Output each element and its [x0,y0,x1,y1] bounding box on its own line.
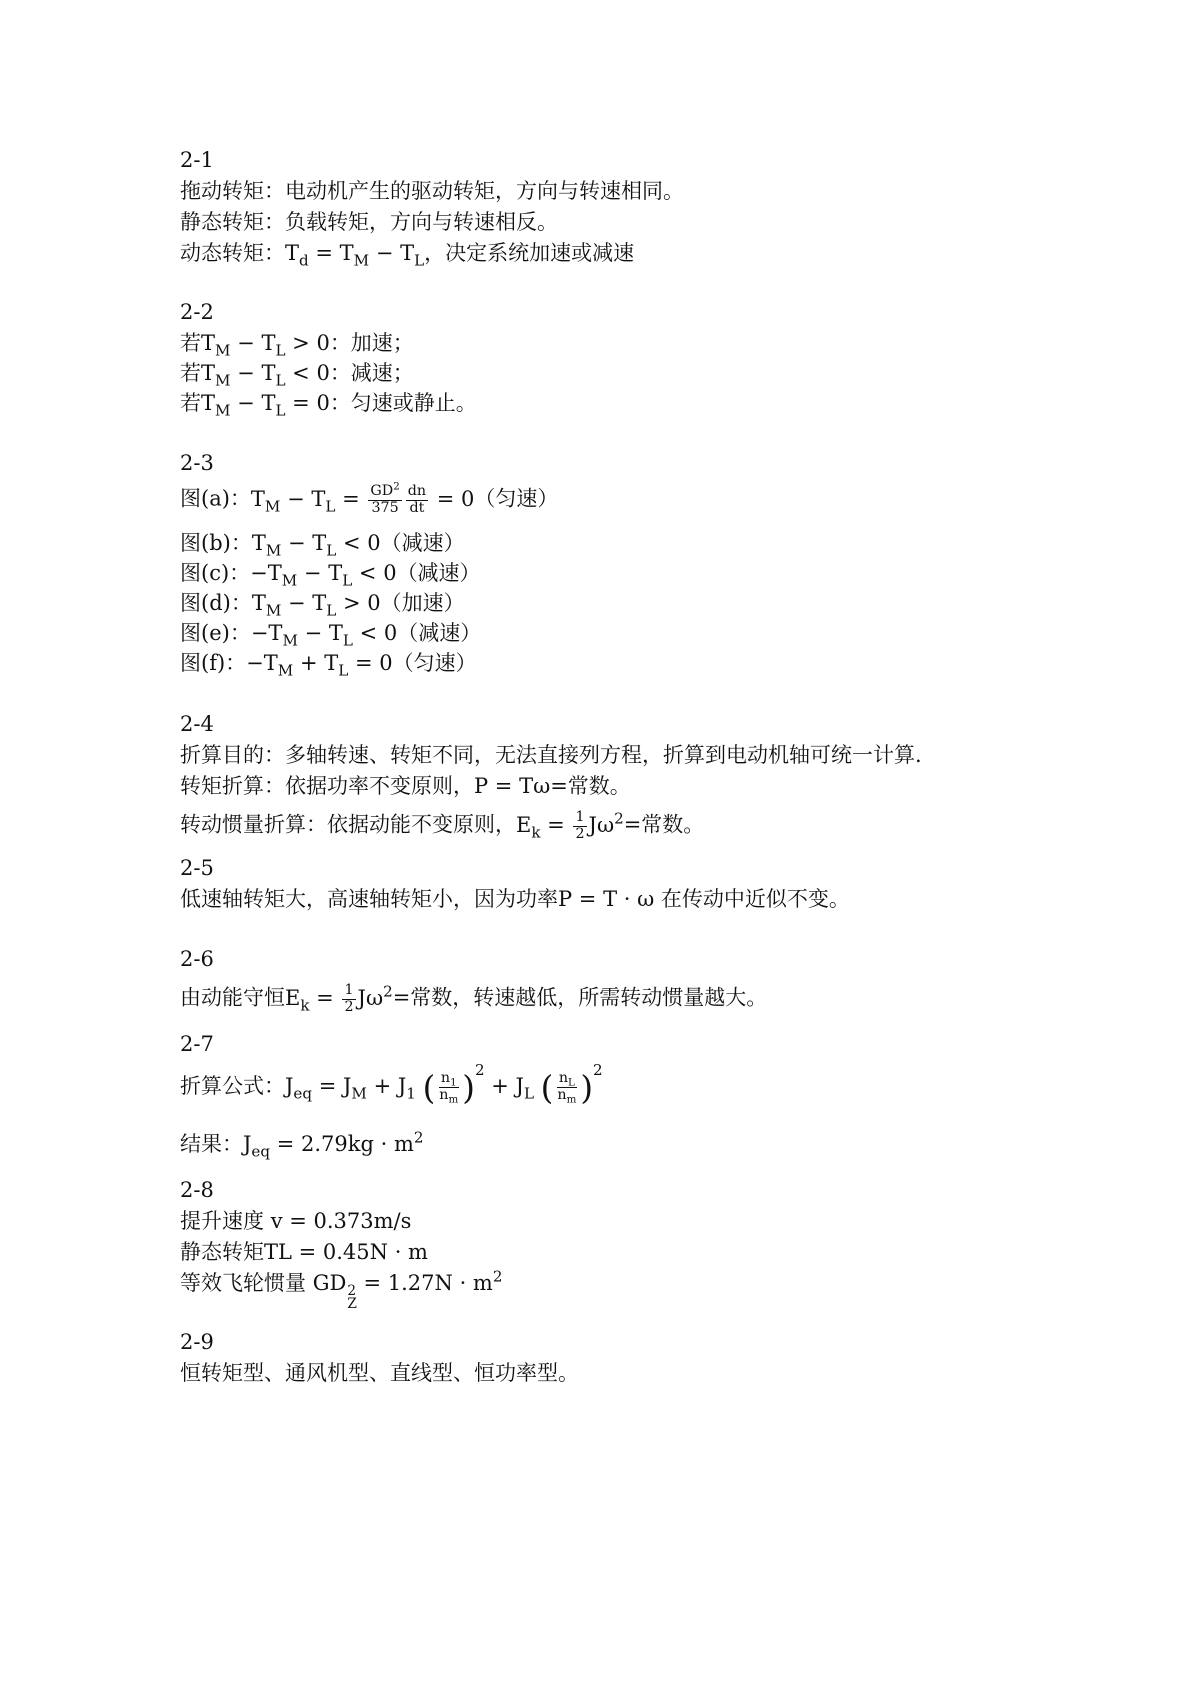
section-2-4-heading: 2-4 [180,712,214,736]
s23-f-result: （匀速） [392,651,477,675]
section-2-2-heading: 2-2 [180,300,214,324]
s23-d-formula: $T_M - T_L > 0$ [251,591,381,620]
section-2-6-heading: 2-6 [180,947,214,971]
s21-line-3-tail: ，决定系统加速或减速 [424,241,635,265]
section-2-7-heading: 2-7 [180,1032,214,1056]
dn-text: dn [407,483,427,499]
s23-a-label: 图(a)： [180,486,251,511]
s29-line-1: 恒转矩型、通风机型、直线型、恒功率型。 [180,1361,579,1385]
s22-formula-gt: $T_M - T_L > 0$ [201,331,330,360]
s24-line-3 [180,810,704,842]
fraction-gd2-375: $\frac{GD^2}{375}$ [370,480,400,516]
s24-line-3-label: 转动惯量折算：依据动能不变原则， [180,812,516,837]
s24-line-1: 折算目的：多轴转速、转矩不同，无法直接列方程，折算到电动机轴可统一计算. [180,743,922,767]
s23-c-formula: $-T_M - T_L < 0$ [250,561,397,590]
s27-result-label: 结果： [180,1132,243,1156]
s22-formula-lt: $T_M - T_L < 0$ [201,361,330,390]
s23-f-label: 图(f)： [180,651,247,675]
s26-kinetic-formula: $E_k$ = $\frac{1}{2}$ $J\omega^2$ [285,982,393,1015]
s22-ruo: 若 [180,331,201,355]
flywheel-inertia-formula: GD 2 Z = $1.27N \cdot m^2$ [312,1267,503,1312]
s23-line-e [180,621,482,650]
s23-a-formula: $T_M - T_L$ = $\frac{GD^2}{375}$ $\frac{dn}{dt}$ = 0 [250,480,475,516]
s24-line-2-label: 转矩折算：依据功率不变原则， [180,774,474,798]
s24-line-2 [180,774,631,798]
s23-e-result: （减速） [397,621,482,645]
fraction-one-half: $\frac{1}{2}$ [344,982,354,1015]
static-torque-value: TL = 0.45N · m [264,1240,428,1264]
s22-result-gt: ：加速； [329,331,414,355]
lift-speed-value: v = 0.373m/s [270,1209,412,1233]
kinetic-energy-formula: $E_k$ = $\frac{1}{2}$ $J\omega^2$ [516,809,624,842]
section-2-8-heading: 2-8 [180,1178,214,1202]
s28-line-3-label: 等效飞轮惯量 [180,1271,313,1295]
s21-line-3-label: 动态转矩： [180,241,285,265]
s23-d-label: 图(d)： [180,591,252,615]
section-2-9-heading: 2-9 [180,1330,214,1354]
s23-d-result: （加速） [380,591,465,615]
s23-b-formula: $T_M - T_L < 0$ [251,531,381,560]
s23-e-label: 图(e)： [180,621,251,645]
s27-result-line [180,1128,424,1161]
section-2-5-heading: 2-5 [180,856,214,880]
s27-formula-line [180,1061,603,1107]
power-formula: P = Tω=常数。 [474,774,631,798]
s21-line-2: 静态转矩：负载转矩，方向与转速相反。 [180,210,558,234]
s21-line-3 [180,241,635,270]
s28-line-1-label: 提升速度 [180,1209,271,1233]
s23-b-label: 图(b)： [180,531,252,555]
s25-line-1-tail: 在传动中近似不变。 [654,887,850,911]
s25-line-1 [180,887,850,911]
s25-power-formula: P = T · ω [558,887,655,911]
dynamic-torque-formula: $T_d = T_M - T_L$ [285,241,425,270]
s23-f-formula: $-T_M + T_L = 0$ [246,651,393,680]
s28-line-1 [180,1209,411,1233]
s27-result-value: = 2.79kg · m [276,1132,414,1156]
fraction-n1-nm: $\frac{n_1}{n_m}$ [439,1070,459,1106]
fraction-one-half: $\frac{1}{2}$ [575,809,585,842]
inertia-conversion-formula: $J_{eq} = J_M + J_1$ ( $\frac{n_1}{n_m}$ ) $^2 + J_L$ ( $\frac{n_L}{n_m}$ ) $^2$ [285,1061,603,1107]
s23-line-a [180,480,559,516]
s22-ruo: 若 [180,361,201,385]
s23-e-formula: $-T_M - T_L < 0$ [250,621,398,650]
s24-line-3-tail: =常数。 [623,812,705,837]
s23-c-label: 图(c)： [180,561,251,585]
s23-line-c [180,561,481,590]
fraction-nl-nm: $\frac{n_L}{n_m}$ [557,1070,577,1106]
s22-line-2 [180,361,414,390]
s27-result-formula: $J_{eq} = 2.79kg \cdot m^2$ [243,1128,424,1161]
s21-line-1: 拖动转矩：电动机产生的驱动转矩，方向与转速相同。 [180,179,684,203]
flywheel-inertia-value: = 1.27N · m [363,1271,493,1295]
s28-line-3 [180,1267,503,1312]
s28-line-2-label: 静态转矩 [180,1240,264,1264]
s26-line-1-label: 由动能守恒 [180,985,285,1010]
n375-text: 375 [371,499,399,516]
s26-line-1-tail: =常数，转速越低，所需转动惯量越大。 [392,985,768,1010]
gd-text: GD [370,483,394,499]
s22-line-1 [180,331,414,360]
s23-a-result: （匀速） [474,486,559,511]
s22-formula-eq: $T_M - T_L = 0$ [201,391,330,420]
s25-line-1-label: 低速轴转矩大，高速轴转矩小，因为功率 [180,887,558,911]
section-2-1-heading: 2-1 [180,148,214,172]
s23-line-b [180,531,465,560]
s22-line-3 [180,391,477,420]
dt-text: dt [409,499,425,516]
s23-c-result: （减速） [396,561,481,585]
s22-result-eq: ：匀速或静止。 [329,391,477,415]
s22-result-lt: ：减速； [329,361,414,385]
s23-line-d [180,591,465,620]
s23-b-result: （减速） [380,531,465,555]
s27-formula-label: 折算公式： [180,1074,285,1099]
fraction-dn-dt [406,484,428,516]
section-2-3-heading: 2-3 [180,451,214,475]
s26-line-1 [180,983,767,1015]
s28-line-2 [180,1240,428,1264]
s23-line-f [180,651,477,680]
s22-ruo: 若 [180,391,201,415]
